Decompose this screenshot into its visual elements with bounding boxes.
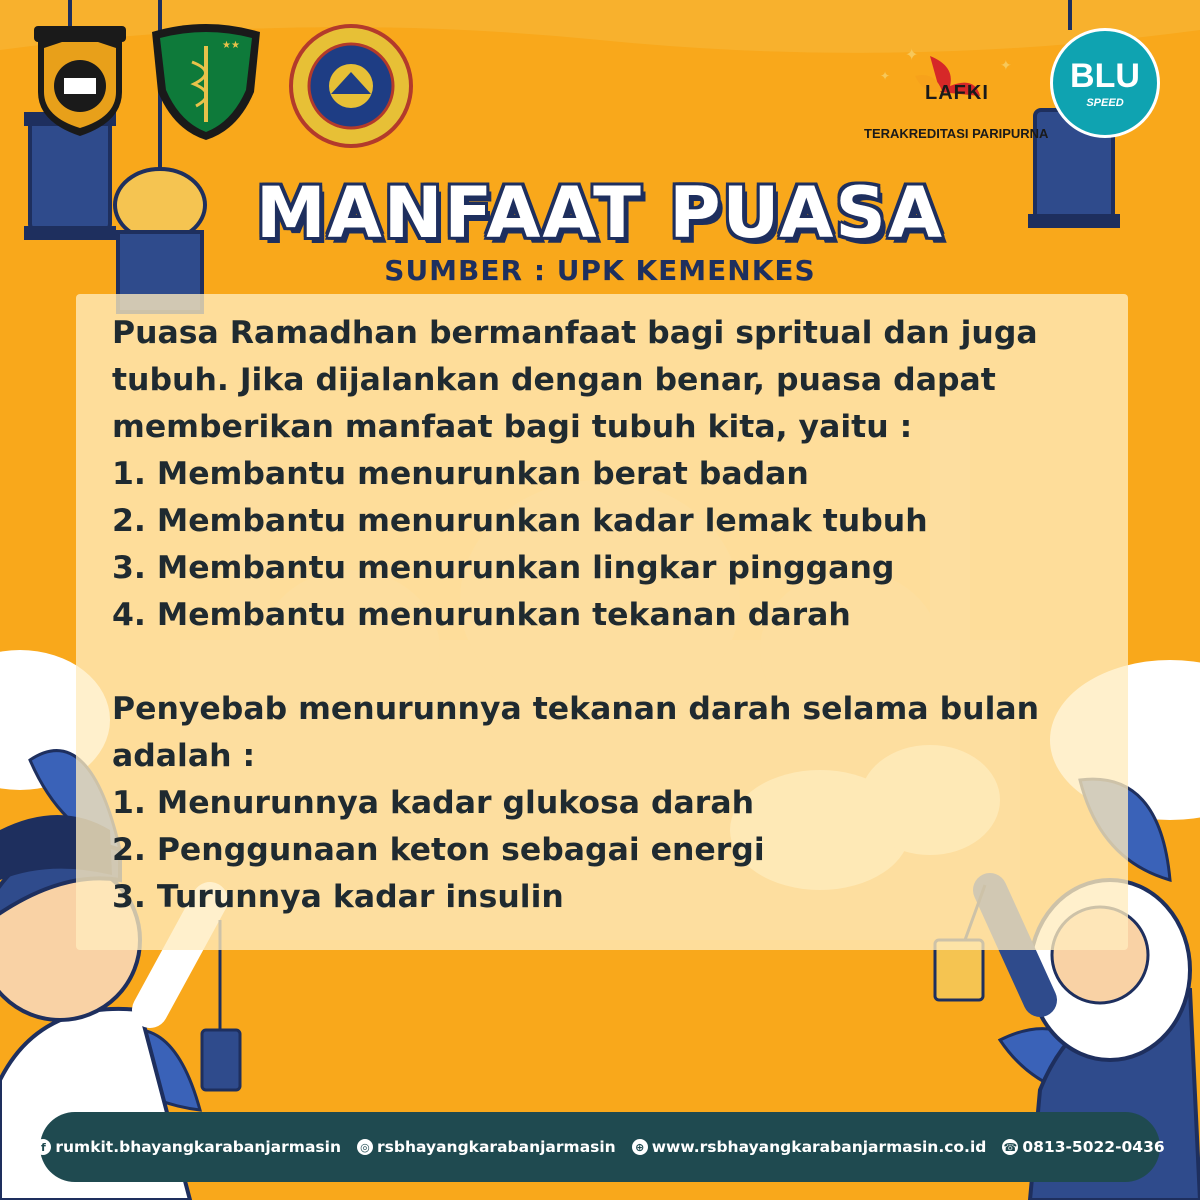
footer-facebook[interactable] — [35, 1138, 341, 1156]
footer-bar — [40, 1112, 1165, 1182]
svg-text:★★: ★★ — [222, 40, 240, 51]
blu-speed-logo — [1050, 28, 1160, 138]
footer-website[interactable] — [632, 1138, 987, 1156]
cause-item: 2. Penggunaan keton sebagai energi — [112, 832, 765, 868]
footer-instagram[interactable] — [357, 1138, 616, 1156]
benefit-item: 4. Membantu menurunkan tekanan darah — [112, 597, 851, 633]
globe-icon: ⊕ — [632, 1139, 648, 1155]
facebook-handle: rumkit.bhayangkarabanjarmasin — [55, 1138, 341, 1156]
intro-line: memberikan manfaat bagi tubuh kita, yaitu : — [112, 409, 913, 445]
blu-subtitle: SPEED — [1086, 97, 1124, 109]
content-text — [112, 310, 1112, 921]
rs-bhayangkara-seal-logo — [286, 24, 416, 148]
cause-item: 1. Menurunnya kadar glukosa darah — [112, 785, 754, 821]
benefit-item: 1. Membantu menurunkan berat badan — [112, 456, 809, 492]
instagram-handle: rsbhayangkarabanjarmasin — [376, 1138, 616, 1156]
intro-line: Puasa Ramadhan bermanfaat bagi spritual dan juga — [112, 315, 1038, 351]
instagram-icon: ◎ — [357, 1139, 373, 1155]
svg-text:✦: ✦ — [880, 69, 891, 83]
svg-text:✦: ✦ — [905, 45, 919, 64]
benefit-item: 3. Membantu menurunkan lingkar pinggang — [112, 550, 895, 586]
phone-number: 0813-5022-0436 — [1022, 1138, 1165, 1156]
footer-phone[interactable] — [1002, 1138, 1164, 1156]
svg-text:✦: ✦ — [1000, 58, 1012, 74]
page-title: MANFAAT PUASA — [256, 172, 944, 254]
police-badge-logo — [30, 22, 130, 140]
cause-item: 3. Turunnya kadar insulin — [112, 879, 564, 915]
lafki-subtitle: TERAKREDITASI PARIPURNA — [864, 126, 1049, 141]
facebook-icon: f — [35, 1139, 51, 1155]
blu-name: BLU — [1070, 57, 1140, 95]
lafki-name: LAFKI — [925, 82, 989, 104]
cause-intro-line: adalah : — [112, 738, 256, 774]
cause-intro-line: Penyebab menurunnya tekanan darah selama bulan — [112, 691, 1040, 727]
page-subtitle: SUMBER : UPK KEMENKES — [384, 254, 816, 287]
phone-icon: ☎ — [1003, 1140, 1018, 1154]
benefit-item: 2. Membantu menurunkan kadar lemak tubuh — [112, 503, 928, 539]
kesehatan-shield-logo — [148, 22, 264, 142]
website-url: www.rsbhayangkarabanjarmasin.co.id — [651, 1138, 987, 1156]
intro-line: tubuh. Jika dijalankan dengan benar, puasa dapat — [112, 362, 996, 398]
